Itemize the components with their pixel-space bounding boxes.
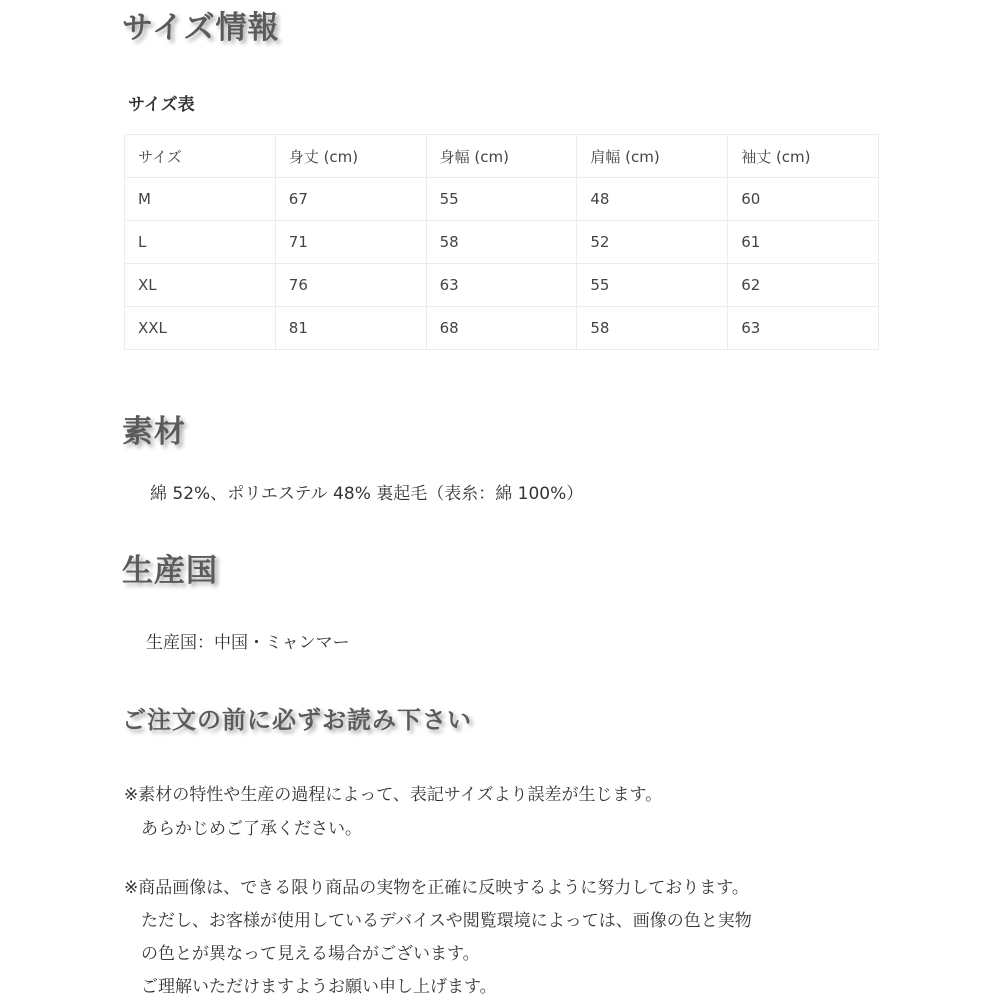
table-cell: 61: [728, 221, 879, 264]
table-row: [125, 178, 879, 221]
column-header-length: 身丈 (cm): [275, 135, 426, 178]
table-header-row: [125, 135, 879, 178]
table-cell: 63: [728, 307, 879, 350]
notice-heading: ご注文の前に必ずお読み下さい: [122, 706, 472, 734]
table-cell: 68: [426, 307, 577, 350]
table-row: [125, 307, 879, 350]
size-table-title: サイズ表: [128, 95, 195, 115]
table-row: [125, 264, 879, 307]
notice-line: ※素材の特性や生産の過程によって、表記サイズより誤差が生じます。: [124, 785, 663, 805]
column-header-width: 身幅 (cm): [426, 135, 577, 178]
table-cell: 62: [728, 264, 879, 307]
column-header-shoulder: 肩幅 (cm): [577, 135, 728, 178]
column-header-size: サイズ: [125, 135, 276, 178]
notice-line: の色とが異なって見える場合がございます。: [124, 944, 480, 964]
table-cell: XL: [125, 264, 276, 307]
table-cell: 55: [577, 264, 728, 307]
notice-line: あらかじめご了承ください。: [124, 819, 362, 839]
size-info-heading: サイズ情報: [122, 10, 280, 46]
table-cell: 48: [577, 178, 728, 221]
notice-line: ※商品画像は、できる限り商品の実物を正確に反映するように努力しております。: [124, 878, 749, 898]
table-cell: 63: [426, 264, 577, 307]
table-cell: 52: [577, 221, 728, 264]
table-cell: 81: [275, 307, 426, 350]
table-cell: XXL: [125, 307, 276, 350]
material-heading: 素材: [122, 414, 186, 450]
notice-line: ご理解いただけますようお願い申し上げます。: [124, 977, 497, 997]
table-cell: M: [125, 178, 276, 221]
size-table: [124, 134, 879, 350]
table-cell: 58: [577, 307, 728, 350]
table-cell: L: [125, 221, 276, 264]
table-cell: 67: [275, 178, 426, 221]
table-cell: 71: [275, 221, 426, 264]
table-cell: 58: [426, 221, 577, 264]
origin-text: 生産国：中国・ミャンマー: [146, 633, 350, 653]
table-cell: 60: [728, 178, 879, 221]
column-header-sleeve: 袖丈 (cm): [728, 135, 879, 178]
table-row: [125, 221, 879, 264]
notice-line: ただし、お客様が使用しているデバイスや閲覧環境によっては、画像の色と実物: [124, 911, 752, 931]
material-text: 綿 52%、ポリエステル 48% 裏起毛（表糸：綿 100%）: [150, 484, 584, 504]
table-cell: 55: [426, 178, 577, 221]
origin-heading: 生産国: [122, 553, 218, 589]
table-cell: 76: [275, 264, 426, 307]
